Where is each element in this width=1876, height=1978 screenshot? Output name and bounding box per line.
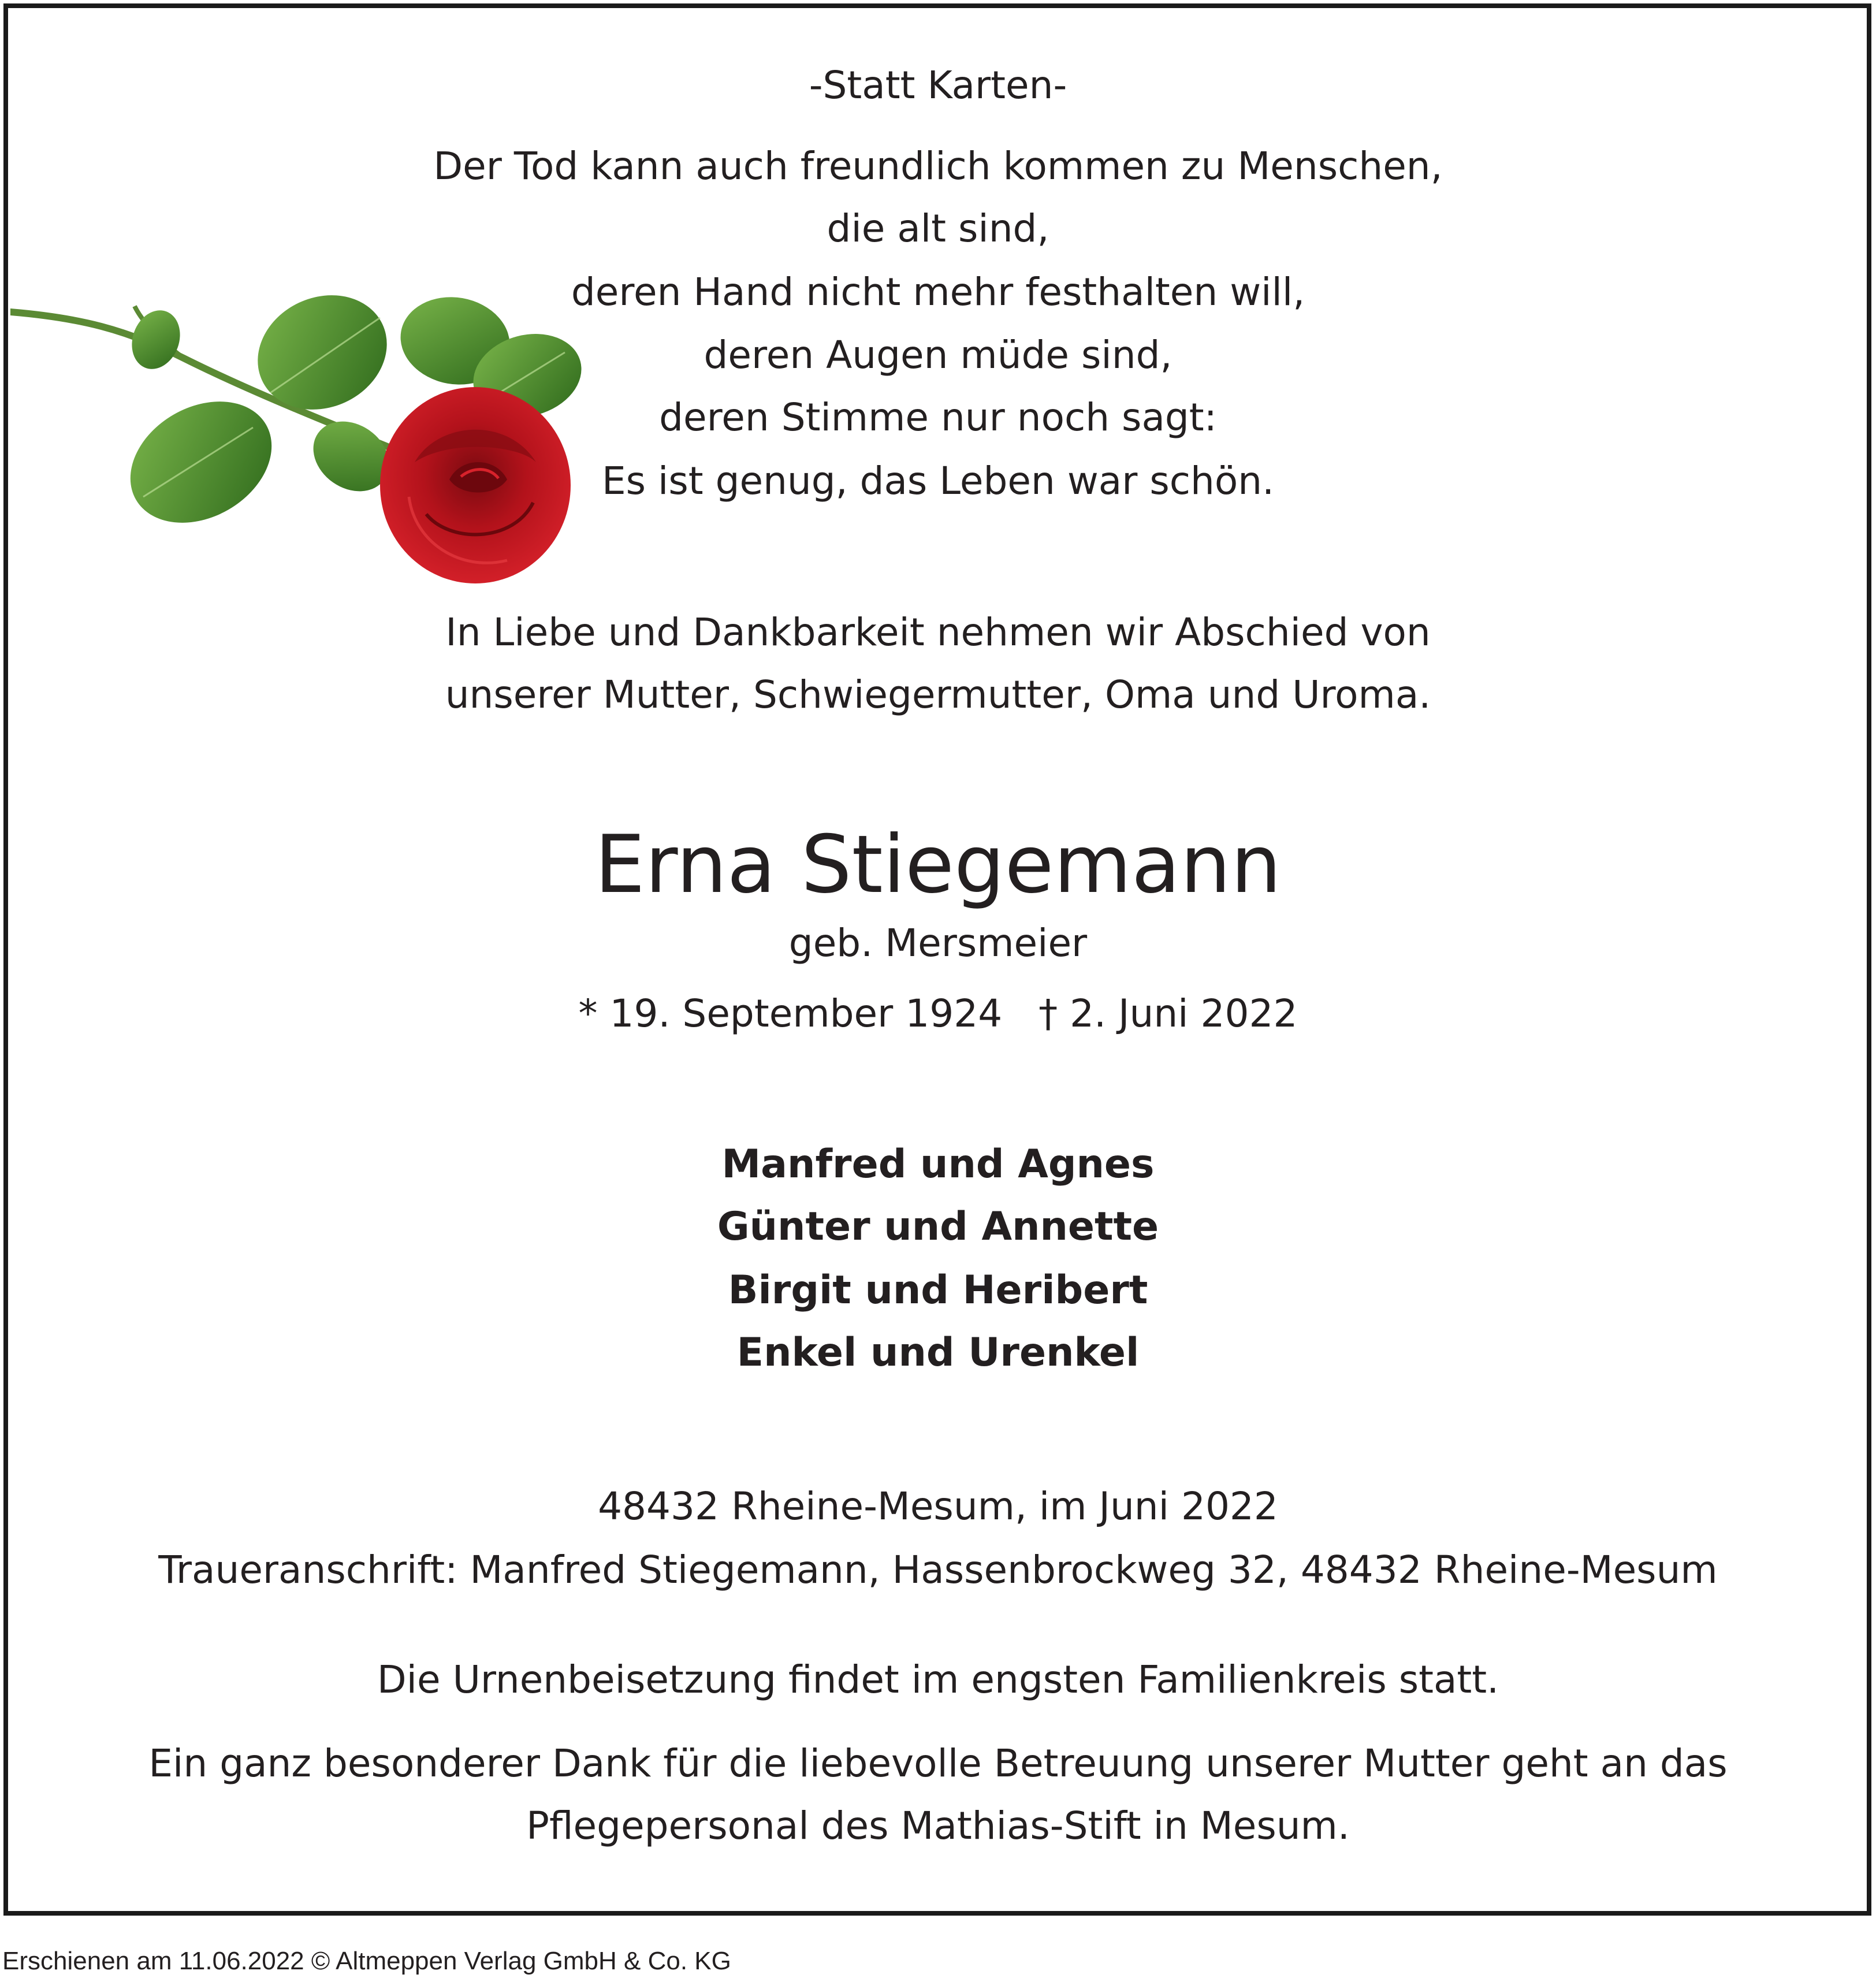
- thanks-line: Pflegepersonal des Mathias-Stift in Mesum.: [526, 1804, 1350, 1848]
- mourner-line: Enkel und Urenkel: [736, 1330, 1140, 1375]
- thanks-line: Ein ganz besonderer Dank für die liebevolle Betreuung unserer Mutter geht an das: [148, 1741, 1728, 1786]
- place-date: 48432 Rheine-Mesum, im Juni 2022: [598, 1484, 1278, 1529]
- mourner-line: Birgit und Heribert: [728, 1267, 1148, 1313]
- maiden-name: geb. Mersmeier: [788, 921, 1088, 965]
- life-dates: * 19. September 1924 † 2. Juni 2022: [578, 991, 1298, 1036]
- poem-line: deren Stimme nur noch sagt:: [659, 395, 1217, 440]
- poem-line: deren Augen müde sind,: [704, 333, 1172, 377]
- intro-line: unserer Mutter, Schwiegermutter, Oma und Uroma.: [445, 672, 1431, 717]
- deceased-name: Erna Stiegemann: [594, 818, 1282, 911]
- mourner-line: Günter und Annette: [717, 1204, 1159, 1250]
- poem-line: Der Tod kann auch freundlich kommen zu Menschen,: [433, 144, 1443, 188]
- mourning-address: Traueranschrift: Manfred Stiegemann, Hassenbrockweg 32, 48432 Rheine-Mesum: [158, 1548, 1718, 1592]
- poem-line: Es ist genug, das Leben war schön.: [601, 459, 1275, 503]
- mourner-line: Manfred und Agnes: [721, 1142, 1155, 1187]
- publication-footer: Erschienen am 11.06.2022 © Altmeppen Verlag GmbH & Co. KG: [2, 1947, 731, 1975]
- poem-line: deren Hand nicht mehr festhalten will,: [571, 270, 1305, 314]
- burial-note: Die Urnenbeisetzung findet im engsten Familienkreis statt.: [377, 1657, 1499, 1702]
- header-statt-karten: -Statt Karten-: [809, 63, 1067, 107]
- intro-line: In Liebe und Dankbarkeit nehmen wir Abschied von: [445, 610, 1431, 655]
- poem-line: die alt sind,: [827, 206, 1049, 251]
